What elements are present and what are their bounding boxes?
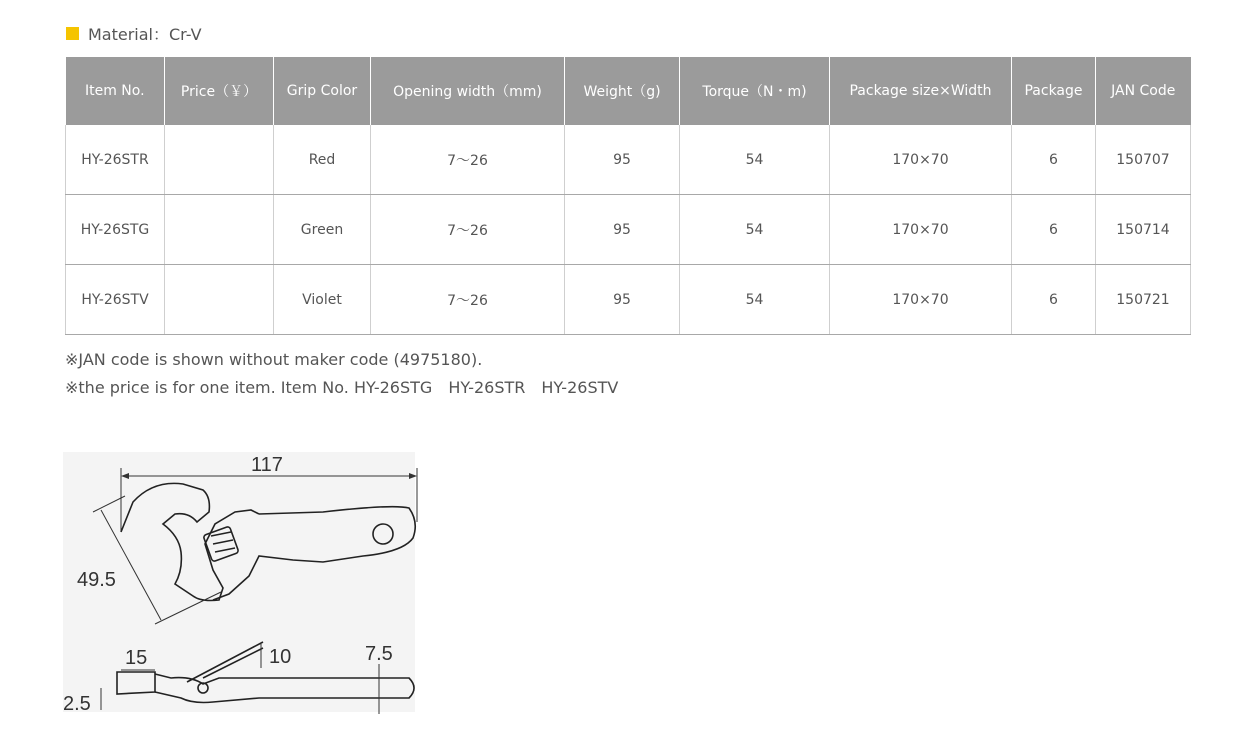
cell-item-no: HY-26STG xyxy=(66,195,165,265)
notes xyxy=(65,346,618,402)
material-marker xyxy=(66,27,79,40)
cell-torque: 54 xyxy=(680,125,830,195)
dim-handle-label: 7.5 xyxy=(365,643,393,665)
cell-grip-color: Red xyxy=(274,125,371,195)
header-package: Package xyxy=(1012,57,1096,125)
spec-table xyxy=(65,57,1191,335)
cell-torque: 54 xyxy=(680,265,830,335)
cell-jan-code: 150714 xyxy=(1096,195,1191,265)
cell-opening-width: 7～26 xyxy=(371,125,565,195)
dim-thickness-label: 10 xyxy=(269,646,292,668)
header-grip-color: Grip Color xyxy=(274,57,371,125)
cell-grip-color: Violet xyxy=(274,265,371,335)
cell-price xyxy=(165,195,274,265)
cell-package-size: 170×70 xyxy=(830,125,1012,195)
cell-jan-code: 150707 xyxy=(1096,125,1191,195)
header-weight: Weight（g) xyxy=(565,57,680,125)
cell-package-size: 170×70 xyxy=(830,265,1012,335)
table-row xyxy=(66,265,1191,335)
table-row xyxy=(66,125,1191,195)
cell-price xyxy=(165,125,274,195)
cell-grip-color: Green xyxy=(274,195,371,265)
table-row xyxy=(66,195,1191,265)
cell-package: 6 xyxy=(1012,125,1096,195)
dim-jaw-label: 15 xyxy=(125,647,148,669)
header-package-size: Package size×Width xyxy=(830,57,1012,125)
table-header-row xyxy=(66,57,1191,125)
wrench-dimension-drawing xyxy=(63,452,423,722)
jan-code-note: ※JAN code is shown without maker code (4975180). xyxy=(65,350,483,369)
dim-height-label: 49.5 xyxy=(77,569,116,591)
cell-weight: 95 xyxy=(565,125,680,195)
cell-item-no: HY-26STV xyxy=(66,265,165,335)
cell-torque: 54 xyxy=(680,195,830,265)
cell-item-no: HY-26STR xyxy=(66,125,165,195)
dim-tip-label: 2.5 xyxy=(63,693,91,715)
dim-length-label: 117 xyxy=(251,454,283,476)
cell-package: 6 xyxy=(1012,265,1096,335)
header-torque: Torque（N・m) xyxy=(680,57,830,125)
cell-weight: 95 xyxy=(565,265,680,335)
cell-opening-width: 7～26 xyxy=(371,265,565,335)
material-line xyxy=(66,22,202,45)
header-price: Price（￥） xyxy=(165,57,274,125)
cell-weight: 95 xyxy=(565,195,680,265)
header-opening-width: Opening width（mm) xyxy=(371,57,565,125)
price-note: ※the price is for one item. Item No. HY-26STG HY-26STR HY-26STV xyxy=(65,378,619,397)
material-label: Material：Cr-V xyxy=(88,25,202,44)
header-jan-code: JAN Code xyxy=(1096,57,1191,125)
cell-package-size: 170×70 xyxy=(830,195,1012,265)
cell-opening-width: 7～26 xyxy=(371,195,565,265)
cell-price xyxy=(165,265,274,335)
header-item-no: Item No. xyxy=(66,57,165,125)
cell-jan-code: 150721 xyxy=(1096,265,1191,335)
cell-package: 6 xyxy=(1012,195,1096,265)
